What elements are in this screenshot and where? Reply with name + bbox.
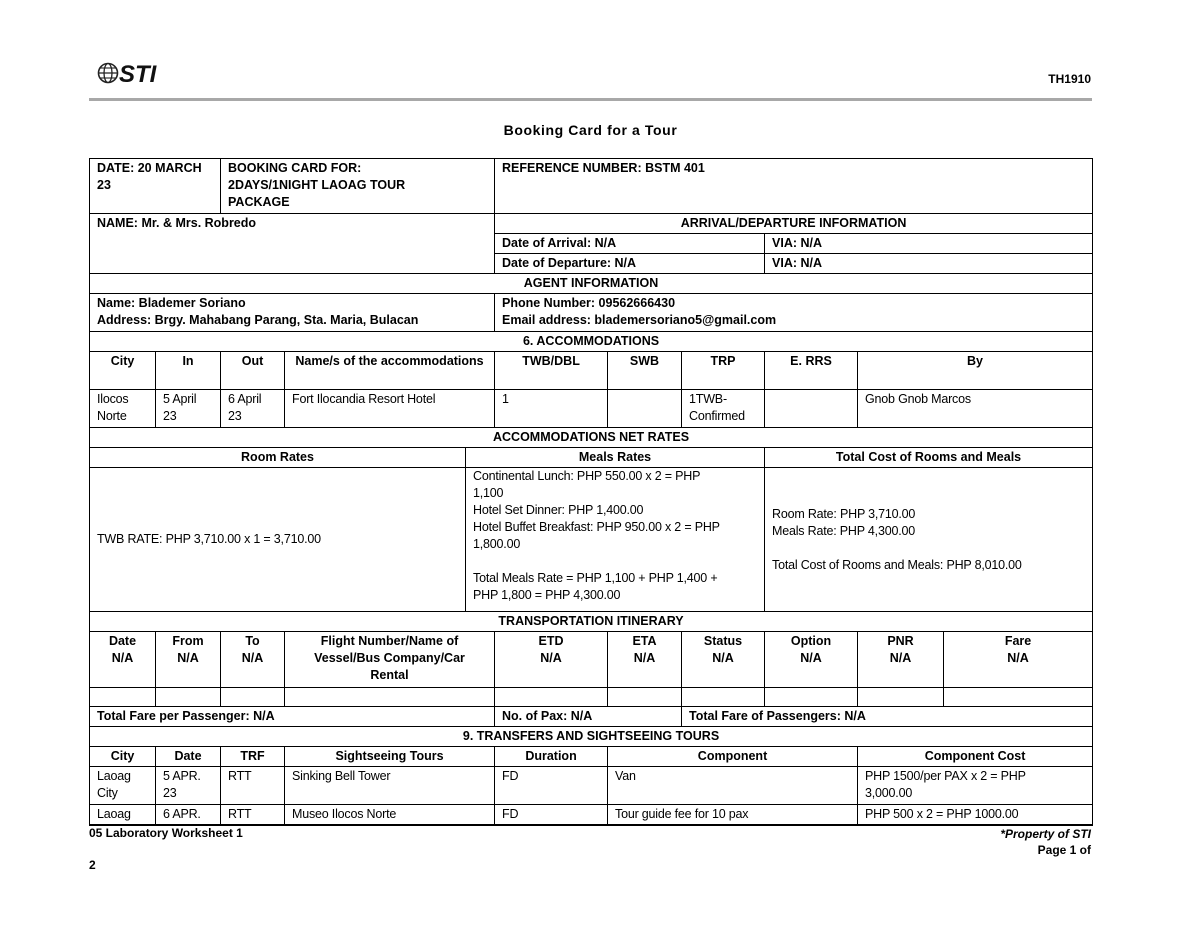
acc-hotel-name: Fort Ilocandia Resort Hotel <box>285 390 495 428</box>
transfers-columns <box>90 747 1093 767</box>
acc-trp: 1TWB- Confirmed <box>682 390 765 428</box>
tf-component: Tour guide fee for 10 pax <box>608 805 858 826</box>
col-by: By <box>858 352 1093 390</box>
net-rates-header: ACCOMMODATIONS NET RATES <box>90 428 1093 448</box>
tf-city: Laoag City <box>90 767 156 805</box>
twb-rate: TWB RATE: PHP 3,710.00 x 1 = 3,710.00 <box>90 468 466 612</box>
tf-tour: Sinking Bell Tower <box>285 767 495 805</box>
tr-pnr: PNR N/A <box>858 632 944 688</box>
footer-worksheet: 05 Laboratory Worksheet 1 <box>89 826 243 840</box>
tf-city: Laoag <box>90 805 156 826</box>
tf-component: Van <box>608 767 858 805</box>
booking-date: DATE: 20 MARCH 23 <box>90 159 221 214</box>
col-swb: SWB <box>608 352 682 390</box>
tf-col-duration: Duration <box>495 747 608 767</box>
tf-cost: PHP 1500/per PAX x 2 = PHP 3,000.00 <box>858 767 1093 805</box>
room-rates-header: Room Rates <box>90 448 466 468</box>
tf-trf: RTT <box>221 767 285 805</box>
col-twb-dbl: TWB/DBL <box>495 352 608 390</box>
transport-header: TRANSPORTATION ITINERARY <box>90 612 1093 632</box>
col-out: Out <box>221 352 285 390</box>
tr-date: Date N/A <box>90 632 156 688</box>
col-trp: TRP <box>682 352 765 390</box>
tf-tour: Museo Ilocos Norte <box>285 805 495 826</box>
total-fare-passengers: Total Fare of Passengers: N/A <box>682 707 1093 727</box>
agent-info-header: AGENT INFORMATION <box>90 274 1093 294</box>
tr-eta: ETA N/A <box>608 632 682 688</box>
acc-in: 5 April 23 <box>156 390 221 428</box>
agent-contact: Phone Number: 09562666430 Email address: blademersoriano5@gmail.com <box>495 294 1093 332</box>
agent-name-address: Name: Blademer Soriano Address: Brgy. Mahabang Parang, Sta. Maria, Bulacan <box>90 294 495 332</box>
meals-breakdown: Continental Lunch: PHP 550.00 x 2 = PHP 1,100 Hotel Set Dinner: PHP 1,400.00 Hotel Buffet Breakfast: PHP 950.00 x 2 = PHP 1,800.00 Total Meals Rate = PHP 1,100 + PHP 1,400 + PHP 1,800 = PHP 4,300.00 <box>466 468 765 612</box>
col-in: In <box>156 352 221 390</box>
transfer-row <box>90 767 1093 805</box>
booking-card-table <box>89 158 1093 826</box>
tf-duration: FD <box>495 805 608 826</box>
footer-property: *Property of STI Page 1 of <box>1000 827 1091 857</box>
accommodations-columns <box>90 352 1093 390</box>
tr-flight: Flight Number/Name of Vessel/Bus Company/Car Rental <box>285 632 495 688</box>
transport-columns <box>90 632 1093 688</box>
tf-col-trf: TRF <box>221 747 285 767</box>
booking-card-for: BOOKING CARD FOR: 2DAYS/1NIGHT LAOAG TOUR PACKAGE <box>221 159 495 214</box>
departure-via: VIA: N/A <box>765 254 1093 274</box>
page-title: Booking Card for a Tour <box>503 122 678 138</box>
tf-col-date: Date <box>156 747 221 767</box>
tr-option: Option N/A <box>765 632 858 688</box>
accommodations-header: 6. ACCOMMODATIONS <box>90 332 1093 352</box>
col-city: City <box>90 352 156 390</box>
tf-col-component-cost: Component Cost <box>858 747 1093 767</box>
acc-swb <box>608 390 682 428</box>
tf-duration: FD <box>495 767 608 805</box>
total-cost-header: Total Cost of Rooms and Meals <box>765 448 1093 468</box>
sti-globe-icon <box>97 57 167 89</box>
tr-status: Status N/A <box>682 632 765 688</box>
tf-trf: RTT <box>221 805 285 826</box>
meals-rates-header: Meals Rates <box>466 448 765 468</box>
reference-number: REFERENCE NUMBER: BSTM 401 <box>495 159 1093 214</box>
transport-empty-row <box>90 688 1093 707</box>
header-divider <box>89 98 1092 101</box>
arrival-date: Date of Arrival: N/A <box>495 234 765 254</box>
svg-text:STI: STI <box>119 61 157 88</box>
arrival-departure-header: ARRIVAL/DEPARTURE INFORMATION <box>495 214 1093 234</box>
tr-from: From N/A <box>156 632 221 688</box>
departure-date: Date of Departure: N/A <box>495 254 765 274</box>
acc-twb: 1 <box>495 390 608 428</box>
client-name: NAME: Mr. & Mrs. Robredo <box>90 214 495 274</box>
acc-e-rrs <box>765 390 858 428</box>
tf-date: 6 APR. <box>156 805 221 826</box>
col-accommodation-name: Name/s of the accommodations <box>285 352 495 390</box>
number-of-pax: No. of Pax: N/A <box>495 707 682 727</box>
acc-by: Gnob Gnob Marcos <box>858 390 1093 428</box>
arrival-via: VIA: N/A <box>765 234 1093 254</box>
tf-col-tours: Sightseeing Tours <box>285 747 495 767</box>
transfers-header: 9. TRANSFERS AND SIGHTSEEING TOURS <box>90 727 1093 747</box>
tr-to: To N/A <box>221 632 285 688</box>
acc-city: Ilocos Norte <box>90 390 156 428</box>
tf-date: 5 APR. 23 <box>156 767 221 805</box>
document-id: TH1910 <box>1048 72 1091 86</box>
total-fare-per-passenger: Total Fare per Passenger: N/A <box>90 707 495 727</box>
card-header-row <box>90 159 1093 214</box>
accommodation-row <box>90 390 1093 428</box>
tr-fare: Fare N/A <box>944 632 1093 688</box>
tf-cost: PHP 500 x 2 = PHP 1000.00 <box>858 805 1093 826</box>
col-e-rrs: E. RRS <box>765 352 858 390</box>
tf-col-component: Component <box>608 747 858 767</box>
transfer-row <box>90 805 1093 826</box>
tf-col-city: City <box>90 747 156 767</box>
footer-page-total: 2 <box>89 858 96 872</box>
acc-out: 6 April 23 <box>221 390 285 428</box>
total-cost-summary: Room Rate: PHP 3,710.00 Meals Rate: PHP 4,300.00 Total Cost of Rooms and Meals: PHP 8,010.00 <box>765 468 1093 612</box>
sti-logo <box>97 57 167 89</box>
tr-etd: ETD N/A <box>495 632 608 688</box>
